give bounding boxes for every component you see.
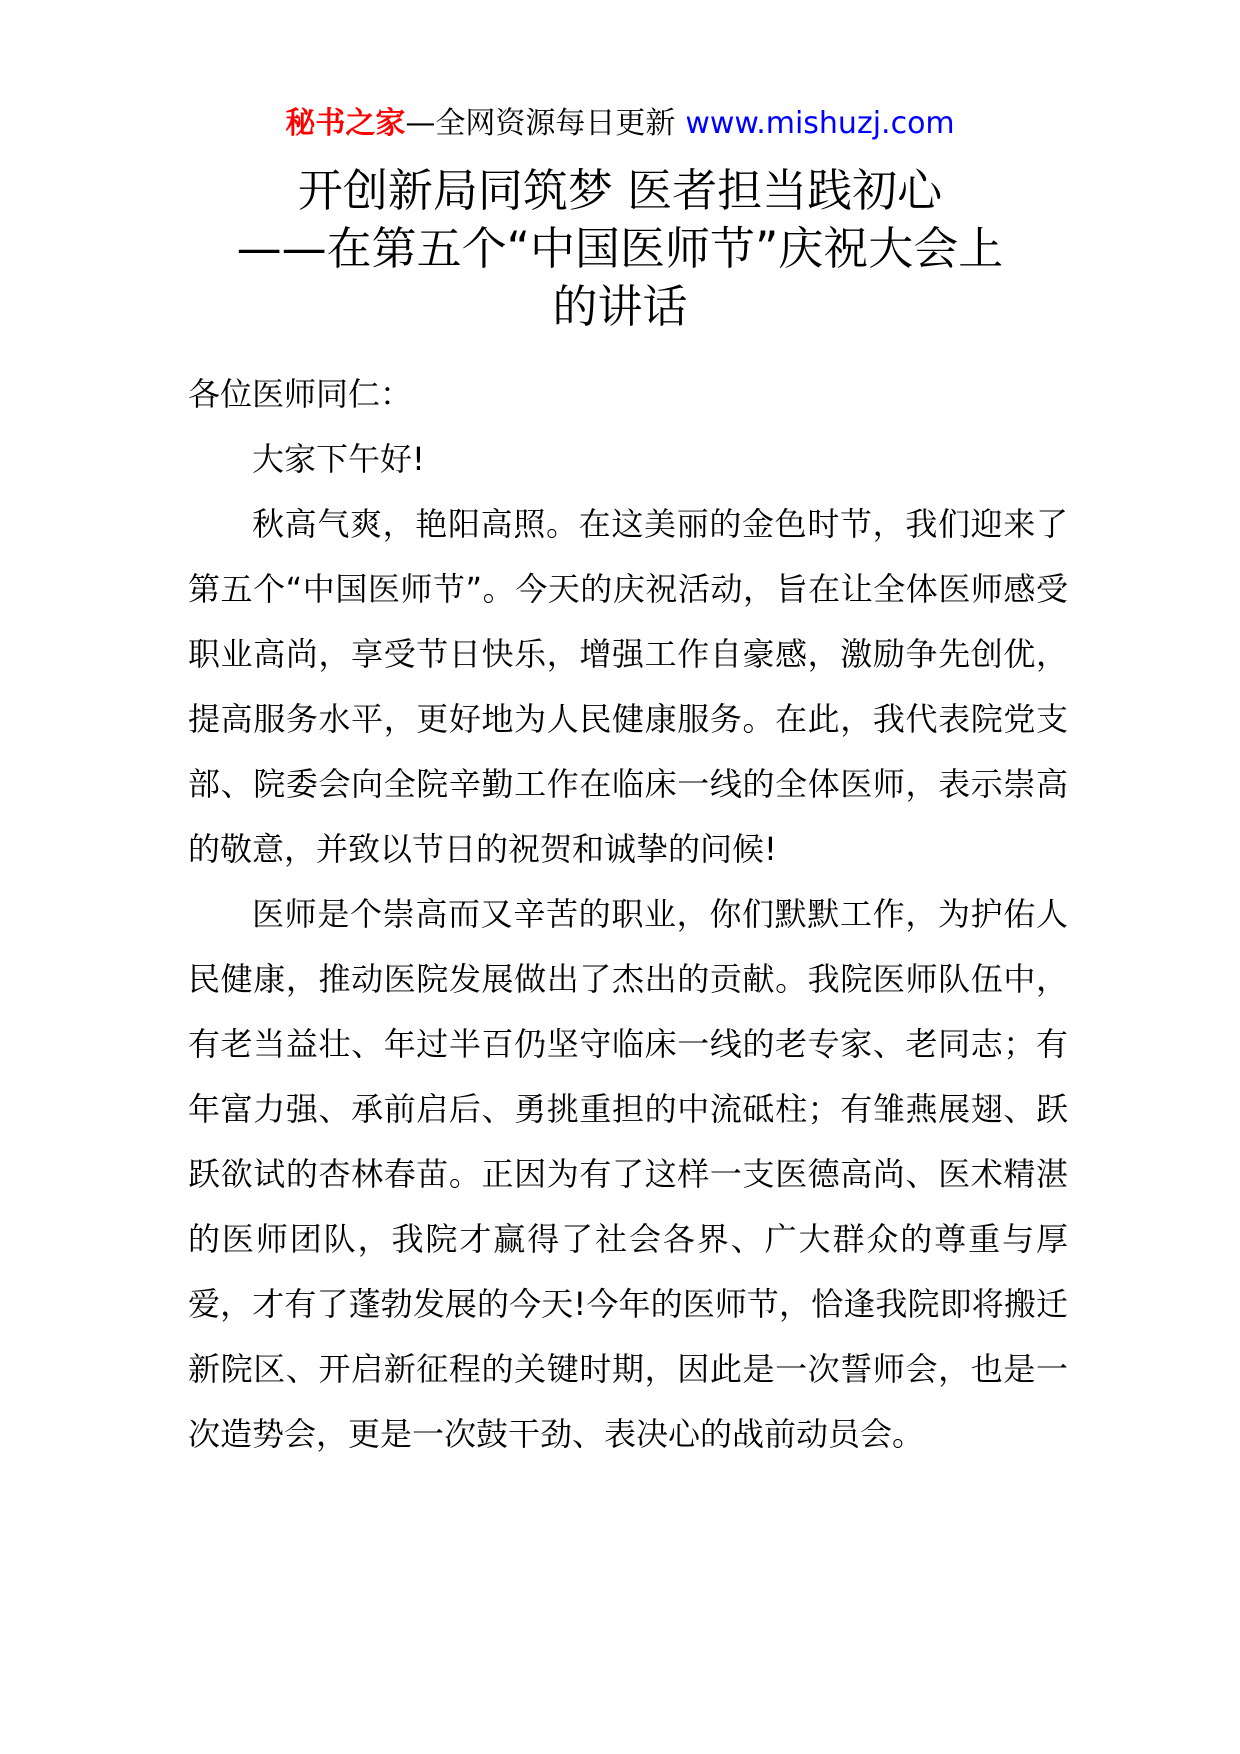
- header-tagline: —全网资源每日更新: [405, 106, 676, 141]
- title-line-1: 开创新局同筑梦 医者担当践初心: [297, 164, 943, 217]
- site-header: [0, 104, 1240, 144]
- title-line-3: 的讲话: [552, 280, 688, 333]
- brand-name: 秘书之家: [285, 106, 406, 141]
- speech-title: [150, 162, 1090, 336]
- paragraph-2: 医师是个崇高而又辛苦的职业，你们默默工作，为护佑人民健康，推动医院发展做出了杰出的贡献。我院医师队伍中，有老当益壮、年过半百仍坚守临床一线的老专家、老同志；有年富力强、承前启后、勇挑重担的中流砥柱；有雏燕展翅、跃跃欲试的杏林春苗。正因为有了这样一支医德高尚、医术精湛的医师团队，我院才赢得了社会各界、广大群众的尊重与厚爱，才有了蓬勃发展的今天!今年的医师节，恰逢我院即将搬迁新院区、开启新征程的关键时期，因此是一次誓师会，也是一次造势会，更是一次鼓干劲、表决心的战前动员会。: [188, 895, 1068, 1453]
- title-line-2: ——在第五个“中国医师节”庆祝大会上: [236, 222, 1004, 275]
- greeting: 大家下午好!: [252, 440, 425, 478]
- salutation: 各位医师同仁：: [188, 375, 413, 413]
- speech-body: [188, 362, 1068, 1467]
- site-url-link[interactable]: www.mishuzj.com: [685, 106, 955, 141]
- paragraph-1: 秋高气爽，艳阳高照。在这美丽的金色时节，我们迎来了第五个“中国医师节”。今天的庆祝活动，旨在让全体医师感受职业高尚，享受节日快乐，增强工作自豪感，激励争先创优，提高服务水平，更好地为人民健康服务。在此，我代表院党支部、院委会向全院辛勤工作在临床一线的全体医师，表示崇高的敬意，并致以节日的祝贺和诚挚的问候!: [188, 505, 1068, 868]
